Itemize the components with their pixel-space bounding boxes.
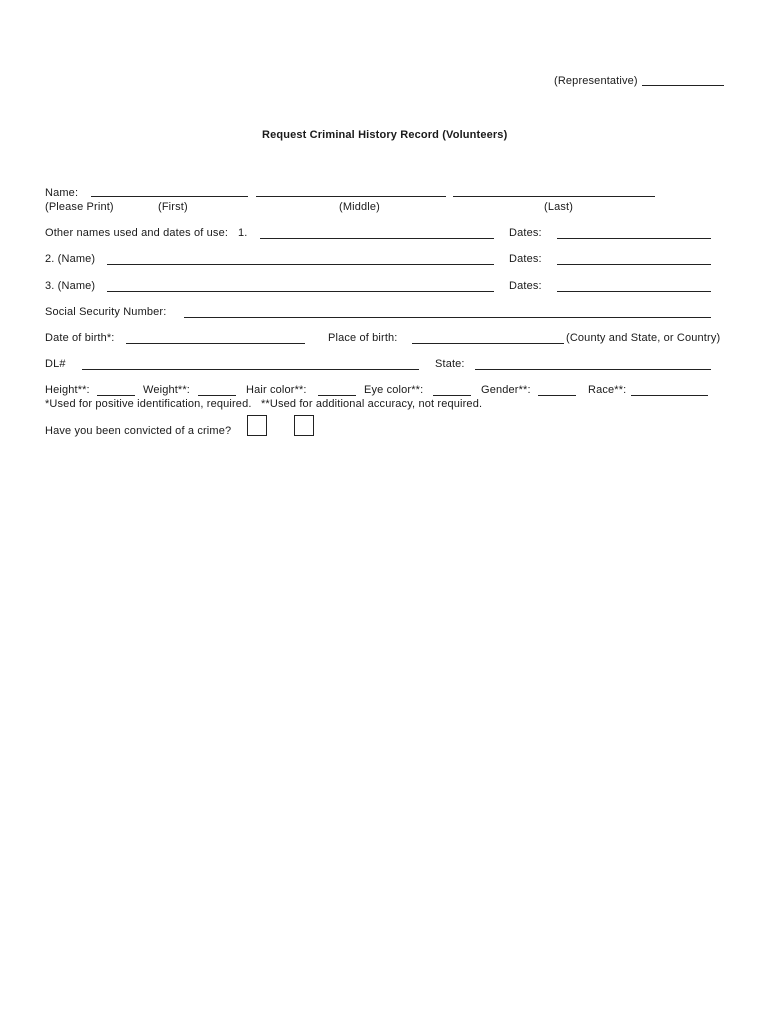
eye-color-field[interactable] (433, 395, 471, 396)
first-name-field[interactable] (91, 196, 248, 197)
pob-note: (County and State, or Country) (566, 332, 721, 344)
other-names-label: Other names used and dates of use: (45, 227, 229, 239)
dob-field[interactable] (126, 343, 305, 344)
pob-field[interactable] (412, 343, 564, 344)
other-name-3-field[interactable] (107, 291, 494, 292)
form-title: Request Criminal History Record (Volunteers) (262, 129, 508, 141)
dl-field[interactable] (82, 369, 419, 370)
representative-field[interactable] (642, 85, 724, 86)
representative-label: (Representative) (554, 75, 638, 87)
first-name-label: (First) (158, 201, 188, 213)
other-names-row2-label: 2. (Name) (45, 253, 96, 265)
ssn-label: Social Security Number: (45, 306, 167, 318)
other-names-row3-label: 3. (Name) (45, 280, 96, 292)
other-name-2-field[interactable] (107, 264, 494, 265)
ssn-field[interactable] (184, 317, 711, 318)
dates-1-field[interactable] (557, 238, 711, 239)
pob-label: Place of birth: (328, 332, 398, 344)
height-field[interactable] (97, 395, 135, 396)
name-label: Name: (45, 187, 79, 199)
gender-label: Gender**: (481, 384, 531, 396)
dl-label: DL# (45, 358, 66, 370)
eye-color-label: Eye color**: (364, 384, 424, 396)
height-label: Height**: (45, 384, 90, 396)
dates-3-label: Dates: (509, 280, 542, 292)
dates-2-field[interactable] (557, 264, 711, 265)
dates-3-field[interactable] (557, 291, 711, 292)
middle-name-field[interactable] (256, 196, 446, 197)
race-field[interactable] (631, 395, 708, 396)
last-name-label: (Last) (544, 201, 574, 213)
convicted-question: Have you been convicted of a crime? (45, 425, 232, 437)
last-name-field[interactable] (453, 196, 655, 197)
other-name-1-field[interactable] (260, 238, 494, 239)
convicted-no-checkbox[interactable] (294, 415, 314, 436)
hair-color-field[interactable] (318, 395, 356, 396)
other-names-row1-number: 1. (238, 227, 248, 239)
weight-label: Weight**: (143, 384, 191, 396)
state-label: State: (435, 358, 465, 370)
gender-field[interactable] (538, 395, 576, 396)
dob-label: Date of birth*: (45, 332, 115, 344)
race-label: Race**: (588, 384, 627, 396)
dates-2-label: Dates: (509, 253, 542, 265)
convicted-yes-checkbox[interactable] (247, 415, 267, 436)
state-field[interactable] (475, 369, 711, 370)
dates-1-label: Dates: (509, 227, 542, 239)
hair-color-label: Hair color**: (246, 384, 307, 396)
middle-name-label: (Middle) (339, 201, 380, 213)
footnote-required: *Used for positive identification, required. (45, 398, 252, 410)
weight-field[interactable] (198, 395, 236, 396)
please-print-label: (Please Print) (45, 201, 114, 213)
footnote-accuracy: **Used for additional accuracy, not required. (261, 398, 483, 410)
